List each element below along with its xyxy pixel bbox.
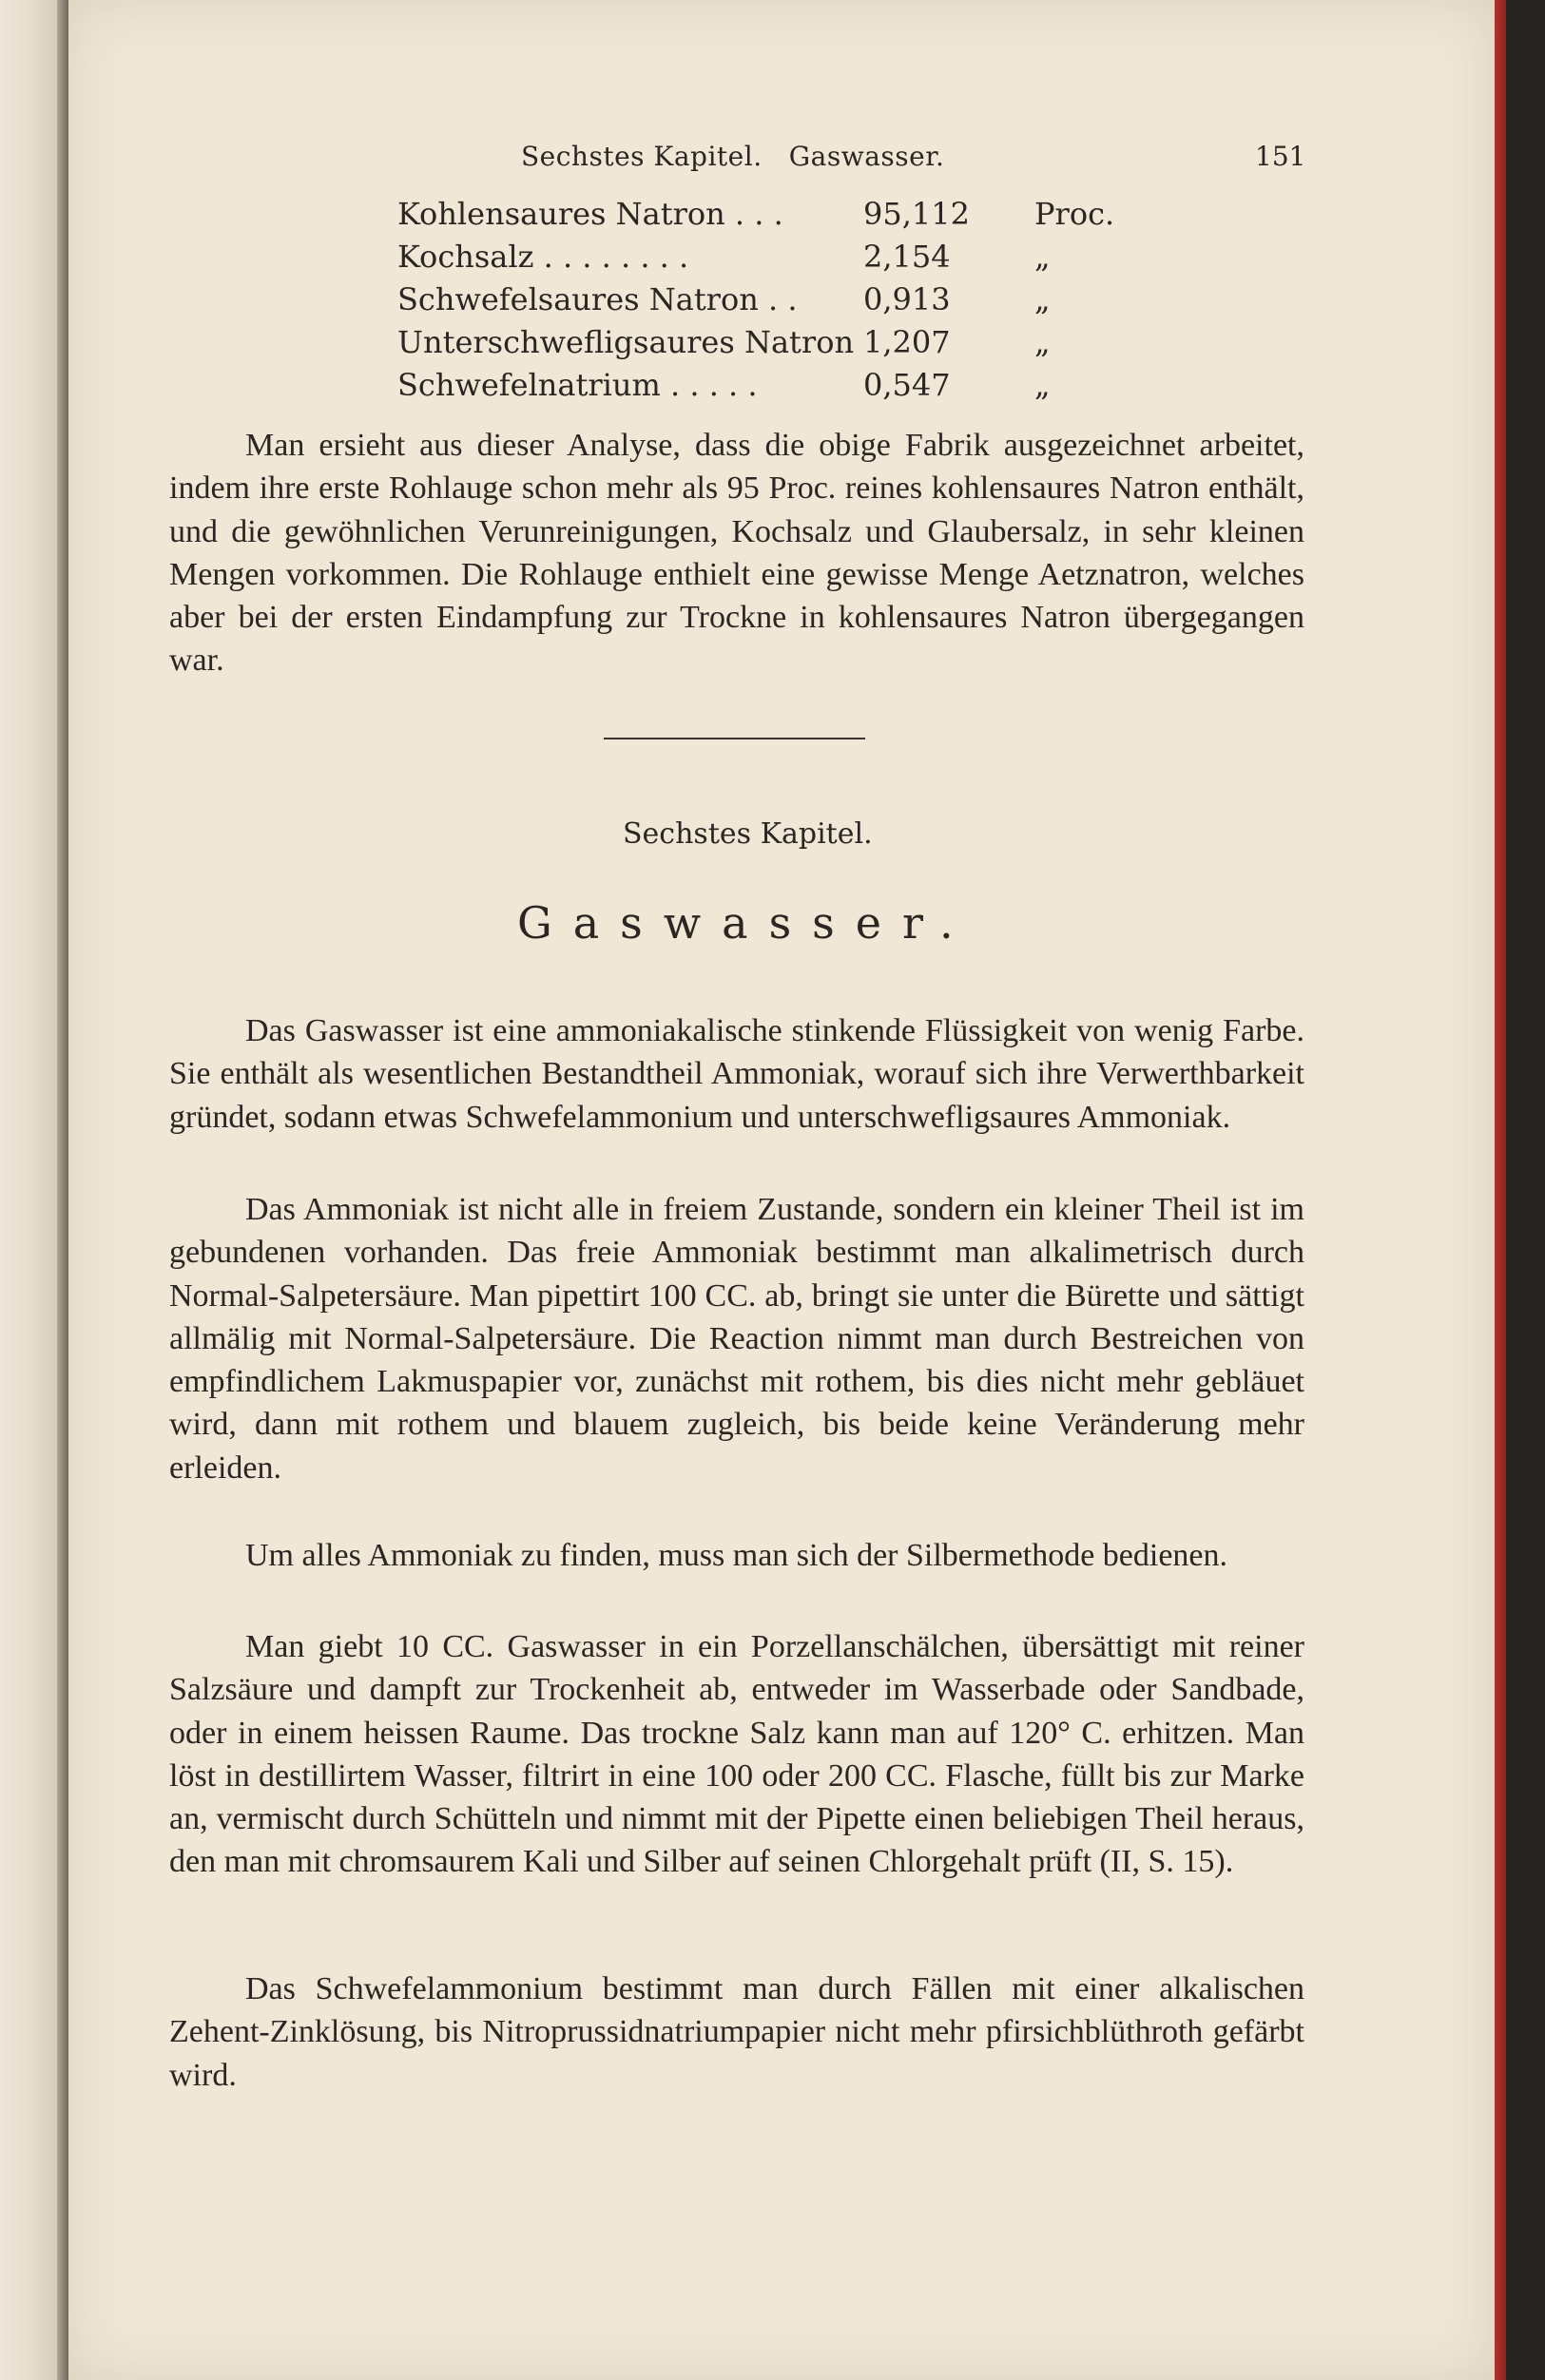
table-cell-unit: „	[1034, 239, 1051, 275]
table-cell-name: Schwefelnatrium . . . . .	[397, 367, 758, 403]
table-cell-value: 1,207	[863, 324, 951, 360]
table-cell-value: 95,112	[863, 196, 970, 232]
table-cell-name: Kohlensaures Natron . . .	[397, 196, 783, 232]
running-head: Sechstes Kapitel. Gaswasser.	[521, 141, 945, 172]
chapter-label: Sechstes Kapitel.	[623, 817, 873, 851]
paragraph-analysis-conclusion: Man ersieht aus dieser Analyse, dass die obige Fabrik ausgezeichnet arbeitet, indem ihre erste Rohlauge schon mehr als 95 Proc. reines kohlensaures Natron enthält, und die gewöhnlichen Verunreinigungen, Kochsalz und Glaubersalz, in sehr kleinen Mengen vorkommen. Die Rohlauge enthielt eine gewisse Menge Aetznatron, welches aber bei der ersten Eindampfung zur Trockne in kohlensaures Natron übergegangen war.	[169, 428, 1304, 679]
scan-right-margin	[1506, 0, 1545, 2380]
table-cell-value: 2,154	[863, 239, 951, 275]
table-cell-name: Kochsalz . . . . . . . .	[397, 239, 689, 275]
chapter-title: Gaswasser.	[517, 897, 975, 949]
table-cell-unit: „	[1034, 324, 1051, 360]
table-cell-unit: „	[1034, 281, 1051, 317]
paragraph-2: Das Ammoniak ist nicht alle in freiem Zustande, sondern ein kleiner Theil ist im gebundenen vorhanden. Das freie Ammoniak bestimmt man alkalimetrisch durch Normal-Salpetersäure. Man pipettirt 100 CC. ab, bringt sie unter die Bürette und sättigt allmälig mit Normal-Salpetersäure. Die Reaction nimmt man durch Bestreichen von empfindlichem Lakmuspapier vor, zunächst mit rothem, bis dies nicht mehr gebläuet wird, dann mit rothem und blauem zugleich, bis beide keine Veränderung mehr erleiden.	[169, 1192, 1304, 1486]
page-number: 151	[1255, 141, 1306, 172]
table-cell-value: 0,913	[863, 281, 951, 317]
table-cell-name: Schwefelsaures Natron . .	[397, 281, 798, 317]
section-divider	[604, 738, 865, 739]
page-red-edge	[1495, 0, 1506, 2380]
paragraph-3: Um alles Ammoniak zu finden, muss man sich der Silbermethode bedienen.	[245, 1538, 1227, 1573]
table-cell-unit: Proc.	[1034, 196, 1115, 232]
book-gutter	[57, 0, 68, 2380]
table-cell-value: 0,547	[863, 367, 951, 403]
paragraph-4: Man giebt 10 CC. Gaswasser in ein Porzellanschälchen, übersättigt mit reiner Salzsäure und dampft zur Trockenheit ab, entweder im Wasserbade oder Sandbade, oder in einem heissen Raume. Das trockne Salz kann man auf 120° C. erhitzen. Man löst in destillirtem Wasser, filtrirt in eine 100 oder 200 CC. Flasche, füllt bis zur Marke an, vermischt durch Schütteln und nimmt mit der Pipette einen beliebigen Theil heraus, den man mit chromsaurem Kali und Silber auf seinen Chlorgehalt prüft (II, S. 15).	[169, 1629, 1304, 1880]
table-cell-unit: „	[1034, 367, 1051, 403]
table-cell-name: Unterschwefligsaures Natron	[397, 324, 855, 360]
paragraph-5: Das Schwefelammonium bestimmt man durch Fällen mit einer alkalischen Zehent-Zinklösung, bis Nitroprussidnatriumpapier nicht mehr pfirsichblüthroth gefärbt wird.	[169, 1971, 1304, 2093]
paragraph-1: Das Gaswasser ist eine ammoniakalische stinkende Flüssigkeit von wenig Farbe. Sie enthält als wesentlichen Bestandtheil Ammoniak, worauf sich ihre Verwerthbarkeit gründet, sodann etwas Schwefelammonium und unterschwefligsaures Ammoniak.	[169, 1013, 1304, 1135]
